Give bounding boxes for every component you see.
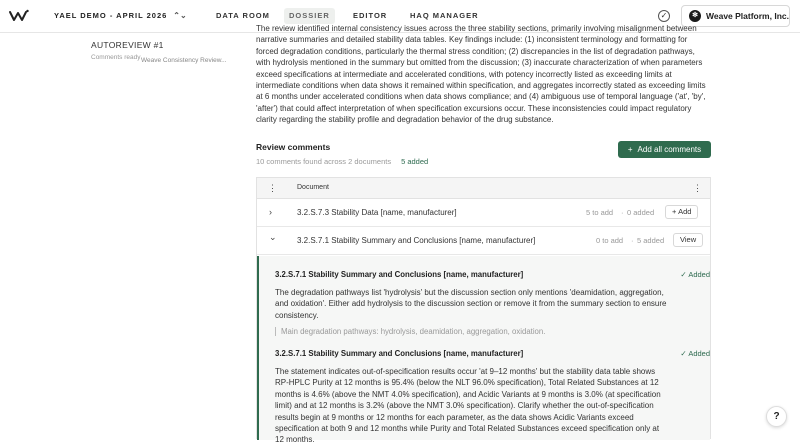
comment-status-label: Added xyxy=(688,349,710,358)
separator: · xyxy=(621,208,624,217)
comment-quote: Main degradation pathways: hydrolysis, deamidation, aggregation, oxidation. xyxy=(275,327,695,336)
table-row[interactable] xyxy=(257,199,710,227)
autoreview-title: AUTOREVIEW #1 xyxy=(91,40,164,50)
check-icon: ✓ xyxy=(680,270,687,279)
comment-status-label: Added xyxy=(688,270,710,279)
review-comments-subtitle xyxy=(256,157,428,166)
comment-body: The degradation pathways list 'hydrolysis' but the discussion section only mentions 'deamidation, aggregation, and oxidation'. Either add hydrolysis to the discussion section or remove it from the summary section to ensure consistency. xyxy=(275,288,667,320)
weave-logo-icon[interactable] xyxy=(9,9,29,23)
document-name: 3.2.S.7.1 Stability Summary and Conclusions [name, manufacturer] xyxy=(297,236,536,245)
nav-data-room[interactable]: DATA ROOM xyxy=(216,11,270,20)
plus-icon: + xyxy=(627,145,633,154)
chevron-updown-icon: ⌃⌄ xyxy=(173,11,187,20)
chevron-down-icon[interactable]: ⌄ xyxy=(269,232,277,242)
comment-card xyxy=(275,270,710,337)
add-button[interactable]: + Add xyxy=(665,205,698,219)
comments-found: 10 comments found across 2 documents xyxy=(256,157,392,166)
comment-status xyxy=(680,349,710,358)
to-add-count: 0 to add xyxy=(596,236,624,245)
kebab-icon[interactable]: ⋮ xyxy=(693,183,702,193)
comments-added: 5 added xyxy=(401,157,429,166)
review-summary: The review identified internal consistency issues across the three stability sections, primarily involving misalignment between narrative summaries and detailed stability data tables. Key findings include: (1) inconsistent terminology and formatting for forced degradation conditions, particularly the thermal stress condition; (2) discrepancies in the list of degradation pathways, with hydrolysis mentioned in the summary but omitted from the discussion; (3) inaccurate characterization of when parameters exceed specifications at intermediate and accelerated conditions, with potency incorrectly listed as exceeding limits at intermediate conditions when data shows it remained within specification, and aggregates incorrectly stated as exceeding limits at 6 months under accelerated conditions when data shows compliance; and (4) ambiguous use of temporal language ('at', 'by', 'after') that could affect interpretation of when specification excursions occur. These inconsistencies could impact regulatory clarity regarding the stability profile and degradation behavior of the drug substance. xyxy=(256,24,706,125)
org-name: Weave Platform, Inc. xyxy=(706,11,789,21)
document-name: 3.2.S.7.3 Stability Data [name, manufacturer] xyxy=(297,208,457,217)
add-button-label: Add xyxy=(678,207,692,216)
comment-body: The statement indicates out-of-specification results occur 'at 9–12 months' but the stability data table shows RP-HPLC Purity at 12 months is 95.4% (below the NLT 96.0% specification), Total Related Substances at 12 months is 4.6% (above the NMT 4.0% specification), and Acidic Variants at 9 months is 3.0% (at specification limit) and at 12 months is 3.2% (above the NMT 3.0% specification). Clarify whether the out-of-specification results begin at 9 months or 12 months for each parameter, as the data shows Acidic Variants exceed specification at both 9 and 12 months while Purity and Total Related Substances exceed specification only at 12 months. xyxy=(275,367,661,445)
project-name: YAEL DEMO - APRIL 2026 xyxy=(54,11,168,20)
project-selector[interactable] xyxy=(54,11,187,20)
comment-status xyxy=(680,270,710,279)
add-all-label: Add all comments xyxy=(637,145,702,154)
org-logo-icon: ✻ xyxy=(689,10,701,22)
check-icon: ✓ xyxy=(680,349,687,358)
view-button[interactable]: View xyxy=(673,233,703,247)
to-add-count: 5 to add xyxy=(586,208,614,217)
autoreview-link[interactable]: Weave Consistency Review... xyxy=(141,57,227,64)
autoreview-status: Comments ready xyxy=(91,54,141,61)
chevron-right-icon[interactable]: › xyxy=(269,207,272,217)
comment-heading: 3.2.S.7.1 Stability Summary and Conclusions [name, manufacturer] xyxy=(275,349,524,358)
document-column-header: Document xyxy=(297,184,329,191)
autoreview-panel xyxy=(91,40,241,64)
comment-card xyxy=(275,349,710,446)
separator: · xyxy=(631,236,634,245)
added-count: 5 added xyxy=(637,236,665,245)
table-header xyxy=(257,178,710,199)
check-circle-icon[interactable]: ✓ xyxy=(658,10,670,22)
help-icon[interactable]: ? xyxy=(766,406,787,427)
nav-dossier[interactable]: DOSSIER xyxy=(284,8,335,24)
comments-table xyxy=(256,177,711,445)
kebab-icon[interactable]: ⋮ xyxy=(268,183,277,193)
add-all-comments-button[interactable] xyxy=(618,141,711,158)
nav-haq-manager[interactable]: HAQ MANAGER xyxy=(410,11,479,20)
review-comments-title: Review comments xyxy=(256,142,331,152)
main-content xyxy=(256,26,711,126)
expanded-comments xyxy=(257,256,710,445)
table-row[interactable] xyxy=(257,227,710,255)
comment-heading: 3.2.S.7.1 Stability Summary and Conclusions [name, manufacturer] xyxy=(275,270,524,279)
nav-editor[interactable]: EDITOR xyxy=(353,11,388,20)
added-count: 0 added xyxy=(627,208,655,217)
